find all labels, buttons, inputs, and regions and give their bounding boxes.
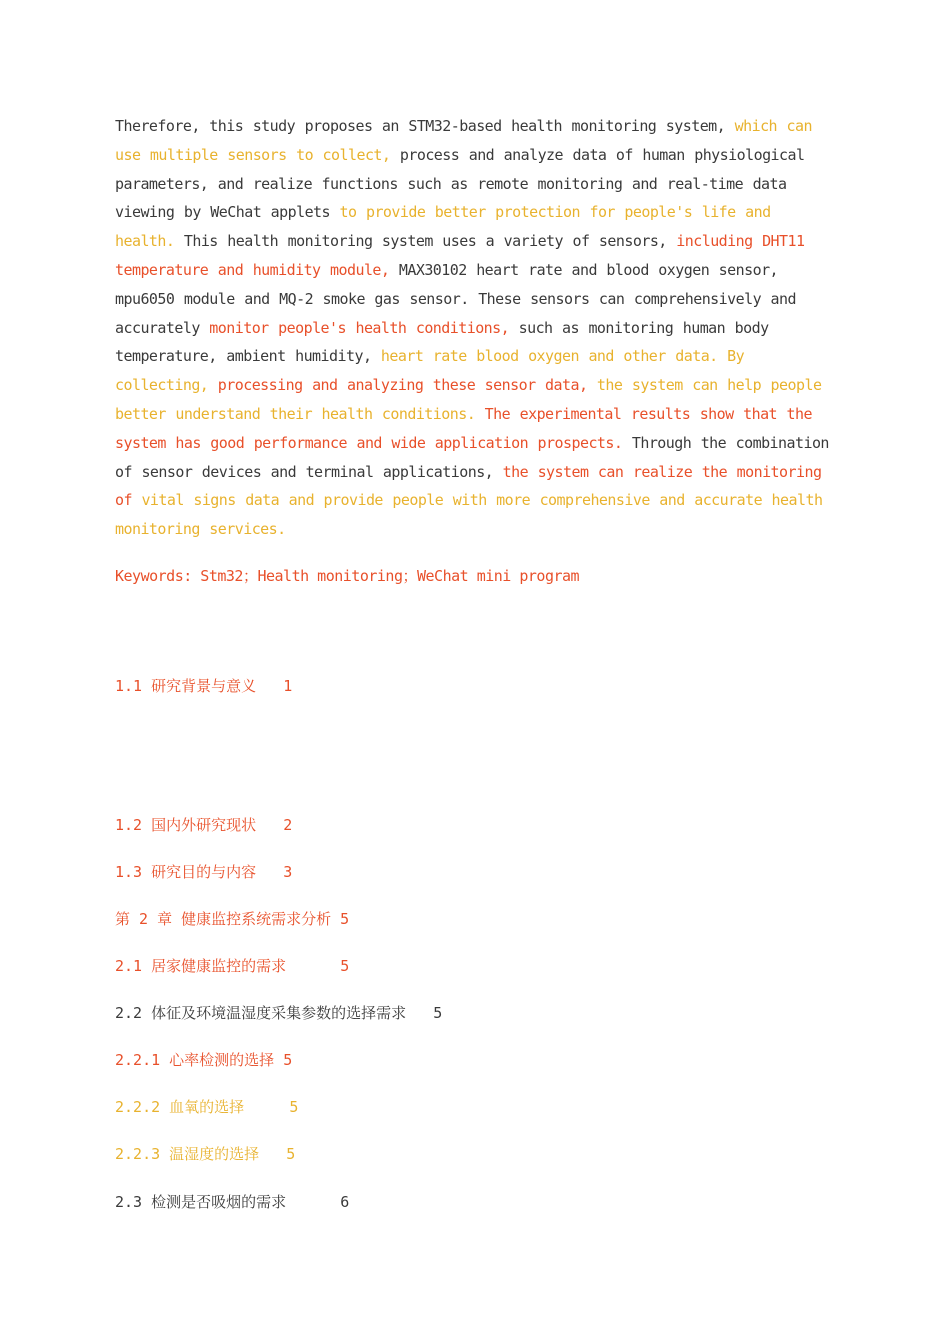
toc-entry-2-2-2[interactable]: 2.2.2 血氧的选择 5 xyxy=(115,1098,299,1116)
abstract-segment: heart rate blood oxygen and other data. By collecting, xyxy=(115,347,745,395)
toc-entry-chapter-2[interactable]: 第 2 章 健康监控系统需求分析 5 xyxy=(115,910,350,928)
toc-entry-1-3[interactable]: 1.3 研究目的与内容 3 xyxy=(115,863,293,881)
abstract-segment: such as monitoring human body temperature, ambient humidity, xyxy=(115,318,769,366)
keywords-line: Keywords: Stm32；Health monitoring；WeChat mini program xyxy=(115,566,580,585)
toc-entry-2-2-3[interactable]: 2.2.3 温湿度的选择 5 xyxy=(115,1145,296,1163)
abstract-segment: vital signs data and provide people with more comprehensive and accurate health monitoring services. xyxy=(115,491,823,539)
abstract-segment: MAX30102 heart rate and blood oxygen sensor, mpu6050 module and MQ-2 smoke gas sensor. These sensors can comprehensively and accurately xyxy=(115,260,796,337)
abstract-section xyxy=(115,112,835,590)
abstract-segment: Through the combination of sensor devices and terminal applications, xyxy=(115,433,829,481)
abstract-segment: Therefore, this study proposes an STM32-based health monitoring system, xyxy=(115,117,735,135)
abstract-segment: which can use multiple sensors to collect, xyxy=(115,117,812,164)
abstract-segment: monitor people's health conditions, xyxy=(209,318,510,337)
toc-entry-2-2-1[interactable]: 2.2.1 心率检测的选择 5 xyxy=(115,1051,293,1069)
toc-entry-1-1[interactable]: 1.1 研究背景与意义 1 xyxy=(115,677,293,695)
toc-entry-2-2[interactable]: 2.2 体征及环境温湿度采集参数的选择需求 5 xyxy=(115,1004,443,1022)
abstract-segment: This health monitoring system uses a variety of sensors, xyxy=(174,232,677,251)
abstract-segment: including DHT11 temperature and humidity module, xyxy=(115,232,805,279)
abstract-segment: the system can realize the monitoring of xyxy=(115,462,822,510)
abstract-segment: The experimental results show that the system has good performance and wide application prospects. xyxy=(115,404,812,452)
toc-entry-2-3[interactable]: 2.3 检测是否吸烟的需求 6 xyxy=(115,1193,350,1211)
toc-entry-1-2[interactable]: 1.2 国内外研究现状 2 xyxy=(115,816,293,834)
abstract-segment: processing and analyzing these sensor data, xyxy=(208,376,588,395)
abstract-paragraph xyxy=(115,112,835,544)
toc-entry-2-1[interactable]: 2.1 居家健康监控的需求 5 xyxy=(115,957,350,975)
abstract-segment: the system can help people better understand their health conditions. xyxy=(115,376,822,423)
abstract-segment: process and analyze data of human physiological parameters, and realize functions such as remote monitoring and real-time data viewing by WeChat applets xyxy=(115,145,805,222)
abstract-segment: to provide better protection for people's life and health. xyxy=(115,203,771,251)
